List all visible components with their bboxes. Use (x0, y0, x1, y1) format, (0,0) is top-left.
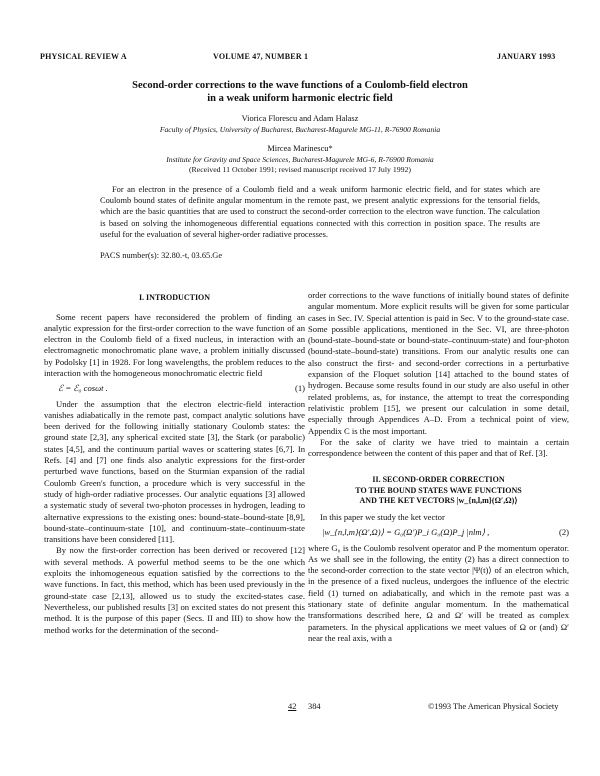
paragraph: For the sake of clarity we have tried to maintain a certain correspondence between the content of this paper and that of Ref. [3]. (308, 436, 569, 459)
equation-body: ℰ = ℰ₀ cosωt . (58, 383, 108, 394)
heading-line: TO THE BOUND STATES WAVE FUNCTIONS (355, 485, 522, 495)
pacs-numbers: PACS number(s): 32.80.-t, 03.65.Ge (100, 251, 223, 260)
equation-body: |w_{n,l,m}(Ω′,Ω)⟩ = G₀(Ω′)P_i G₀(Ω)P_j |nlm⟩ , (322, 527, 490, 538)
paragraph: By now the first-order correction has been derived or recovered [12] with several methods. A powerful method seems to be the one which exploits the inhomogeneous equation satisfied by the corrections to the wave functions. In fact, this method, which has been used previously in the ground-state case [2,13], allowed us to study the excited-states case. Nevertheless, our published results [3] on excited states do not present this method. It is the purpose of this paper (Secs. II and III) to show how the method works for the determination of the second- (44, 545, 305, 635)
title-line: in a weak uniform harmonic electric field (207, 93, 393, 104)
equation-number: (1) (294, 383, 305, 394)
equation (308, 523, 569, 542)
heading-line: II. SECOND-ORDER CORRECTION (372, 475, 505, 485)
author-names: Viorica Florescu and Adam Halasz (241, 114, 359, 123)
copyright: ©1993 The American Physical Society (428, 702, 559, 711)
volume-reference: 42 (288, 702, 297, 711)
paragraph: In this paper we study the ket vector (320, 511, 445, 522)
paragraph: order corrections to the wave functions of initially bound states of definite angular momentum. More explicit results will be given for some particular cases in Sec. IV. Special attention is paid in Sec. V to the ground-state case. Some possible applications, mentioned in the Sec. VI, are three-photon (bound-state–bound-state or bound-state–continuum-state) and four-photon (bound-state–bound-state) transitions. From our analytic results one can also construct the first- and second-order corrections in a perturbative expansion of the Floquet solution [14] attached to the bound states of hydrogen. Because some results found in our study are also useful in other related problems, as, for instance, the attempt to treat the corresponding relativistic problem [15], we present our calculation in some detail, especially through Appendices A–D. From a technical point of view, Appendix C is the most important. (308, 290, 569, 436)
volume-number: VOLUME 47, NUMBER 1 (213, 52, 309, 61)
paragraph: Under the assumption that the electron electric-field interaction vanishes adiabatically in the remote past, compact analytic solutions have been derived for the following initially stationary Coulomb states: the ground state [2,3], any spherical excited state [3], the Stark (or parabolic) states [4,5], and the continuum partial waves or scattering states [6,7]. In Refs. [4] and [7] one finds also analytic expressions for the first-order perturbed wave functions, based on the Sturmian expansion of the radial Coulomb Green's function, a procedure which is very successful in the study of high-order radiative processes. Our analytic equations [3] allowed a systematic study of several two-photon processes in hydrogen, leading to alternative expressions to the existing ones: bound-state–bound-state [8,9], bound-state–continuum-state [10], and continuum-state–continuum-state transitions have been considered [11]. (44, 398, 305, 545)
paper-title (0, 79, 600, 105)
heading-line: AND THE KET VECTORS |w_{n,l,m}(Ω′,Ω)⟩ (359, 496, 518, 506)
journal-name: PHYSICAL REVIEW A (40, 52, 127, 61)
section-heading (308, 475, 569, 507)
right-column (308, 290, 569, 644)
issue-date: JANUARY 1993 (497, 52, 556, 61)
author-affiliation: Institute for Gravity and Space Sciences, Bucharest-Magurele MG-6, R-76900 Romania (166, 155, 434, 164)
equation-number: (2) (558, 527, 569, 538)
paragraph: where G₀ is the Coulomb resolvent operator and P the momentum operator. As we shall see in the following, the entity (2) has a direct connection to the second-order correction to the state vector |Ψ(t)⟩ of an electron which, in the presence of a fixed nucleus, undergoes the influence of the electric field (1) turned on adiabatically, and which in the remote past was a stationary state of definite angular momentum. In the mathematical transformations described here, Ω and Ω′ will be treated as complex parameters. In the physical applications we meet values of Ω or (and) Ω′ near the real axis, with a (308, 542, 569, 643)
paragraph: Some recent papers have reconsidered the problem of finding an analytic expression for the first-order correction to the wave function of an electron in the Coulomb field of a fixed nucleus, in interaction with an electromagnetic monochromatic plane wave, a problem initially discussed by Podolsky [1] in 1928. For long wavelengths, the problem reduces to the interaction with the homogeneous monochromatic electric field (44, 311, 305, 378)
page-number: 384 (308, 702, 321, 711)
author-affiliation: Faculty of Physics, University of Bucharest, Bucharest-Magurele MG-11, R-76900 Romania (159, 125, 441, 134)
equation (44, 379, 305, 398)
section-heading: I. INTRODUCTION (138, 293, 211, 302)
title-line: Second-order corrections to the wave functions of a Coulomb-field electron (132, 80, 468, 91)
left-column (44, 293, 305, 636)
abstract: For an electron in the presence of a Coulomb field and a weak uniform harmonic electric field, and for states which are Coulomb bound states of definite angular momentum in the remote past, we present analytic expressions for the tensorial fields, which are the basic quantities that are used to construct the second-order correction to the electron wave function. The calculation is based on solving the inhomogeneous differential equations connected with this correction in position space. The results are useful for the evaluation of several higher-order radiative processes. (100, 185, 540, 239)
author-names: Mircea Marinescu* (267, 144, 333, 153)
received-date: (Received 11 October 1991; revised manuscript received 17 July 1992) (188, 165, 412, 174)
